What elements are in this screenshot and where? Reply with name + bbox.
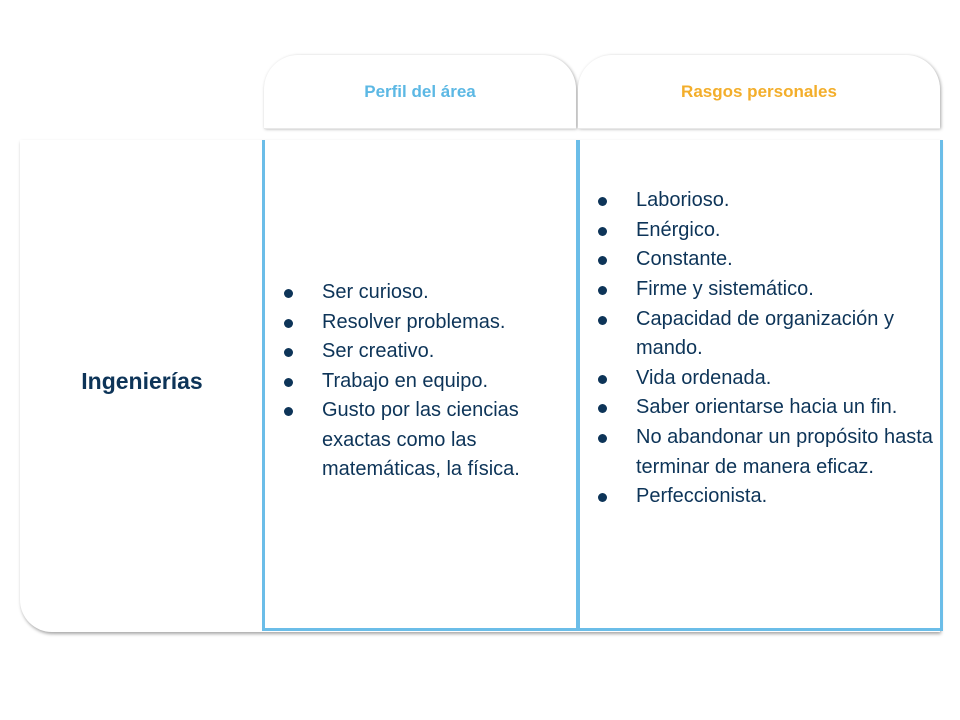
bullet-icon	[598, 493, 607, 502]
perfil-header-tab	[264, 55, 576, 128]
list-item: Vida ordenada.	[579, 364, 939, 394]
row-label-cell	[20, 140, 264, 632]
bullet-icon	[598, 197, 607, 206]
list-item: Resolver problemas.	[265, 308, 555, 338]
bullet-icon	[598, 227, 607, 236]
list-item: Gusto por las ciencias exactas como las matemáticas, la física.	[265, 396, 555, 485]
bullet-icon	[598, 286, 607, 295]
bullet-icon	[284, 319, 293, 328]
list-item: Firme y sistemático.	[579, 275, 939, 305]
rasgos-list	[579, 186, 939, 512]
bullet-icon	[284, 348, 293, 357]
list-item: Perfeccionista.	[579, 482, 939, 512]
bullet-icon	[598, 434, 607, 443]
rasgos-header-title: Rasgos personales	[681, 81, 837, 101]
perfil-header-title: Perfil del área	[364, 81, 476, 101]
list-item: No abandonar un propósito hasta terminar de manera eficaz.	[579, 423, 939, 482]
bullet-icon	[598, 375, 607, 384]
list-item: Ser curioso.	[265, 278, 555, 308]
list-item: Constante.	[579, 245, 939, 275]
rasgos-header-tab	[578, 55, 940, 128]
list-item: Trabajo en equipo.	[265, 367, 555, 397]
bullet-icon	[598, 256, 607, 265]
list-item: Ser creativo.	[265, 337, 555, 367]
list-item: Enérgico.	[579, 216, 939, 246]
bullet-icon	[598, 316, 607, 325]
list-item: Saber orientarse hacia un fin.	[579, 393, 939, 423]
list-item: Laborioso.	[579, 186, 939, 216]
bullet-icon	[284, 407, 293, 416]
bullet-icon	[284, 378, 293, 387]
rasgos-cell	[576, 140, 943, 631]
perfil-cell	[262, 140, 580, 631]
list-item: Capacidad de organización y mando.	[579, 305, 939, 364]
bullet-icon	[284, 289, 293, 298]
perfil-list	[265, 278, 555, 485]
bullet-icon	[598, 404, 607, 413]
row-label: Ingenierías	[81, 367, 203, 394]
